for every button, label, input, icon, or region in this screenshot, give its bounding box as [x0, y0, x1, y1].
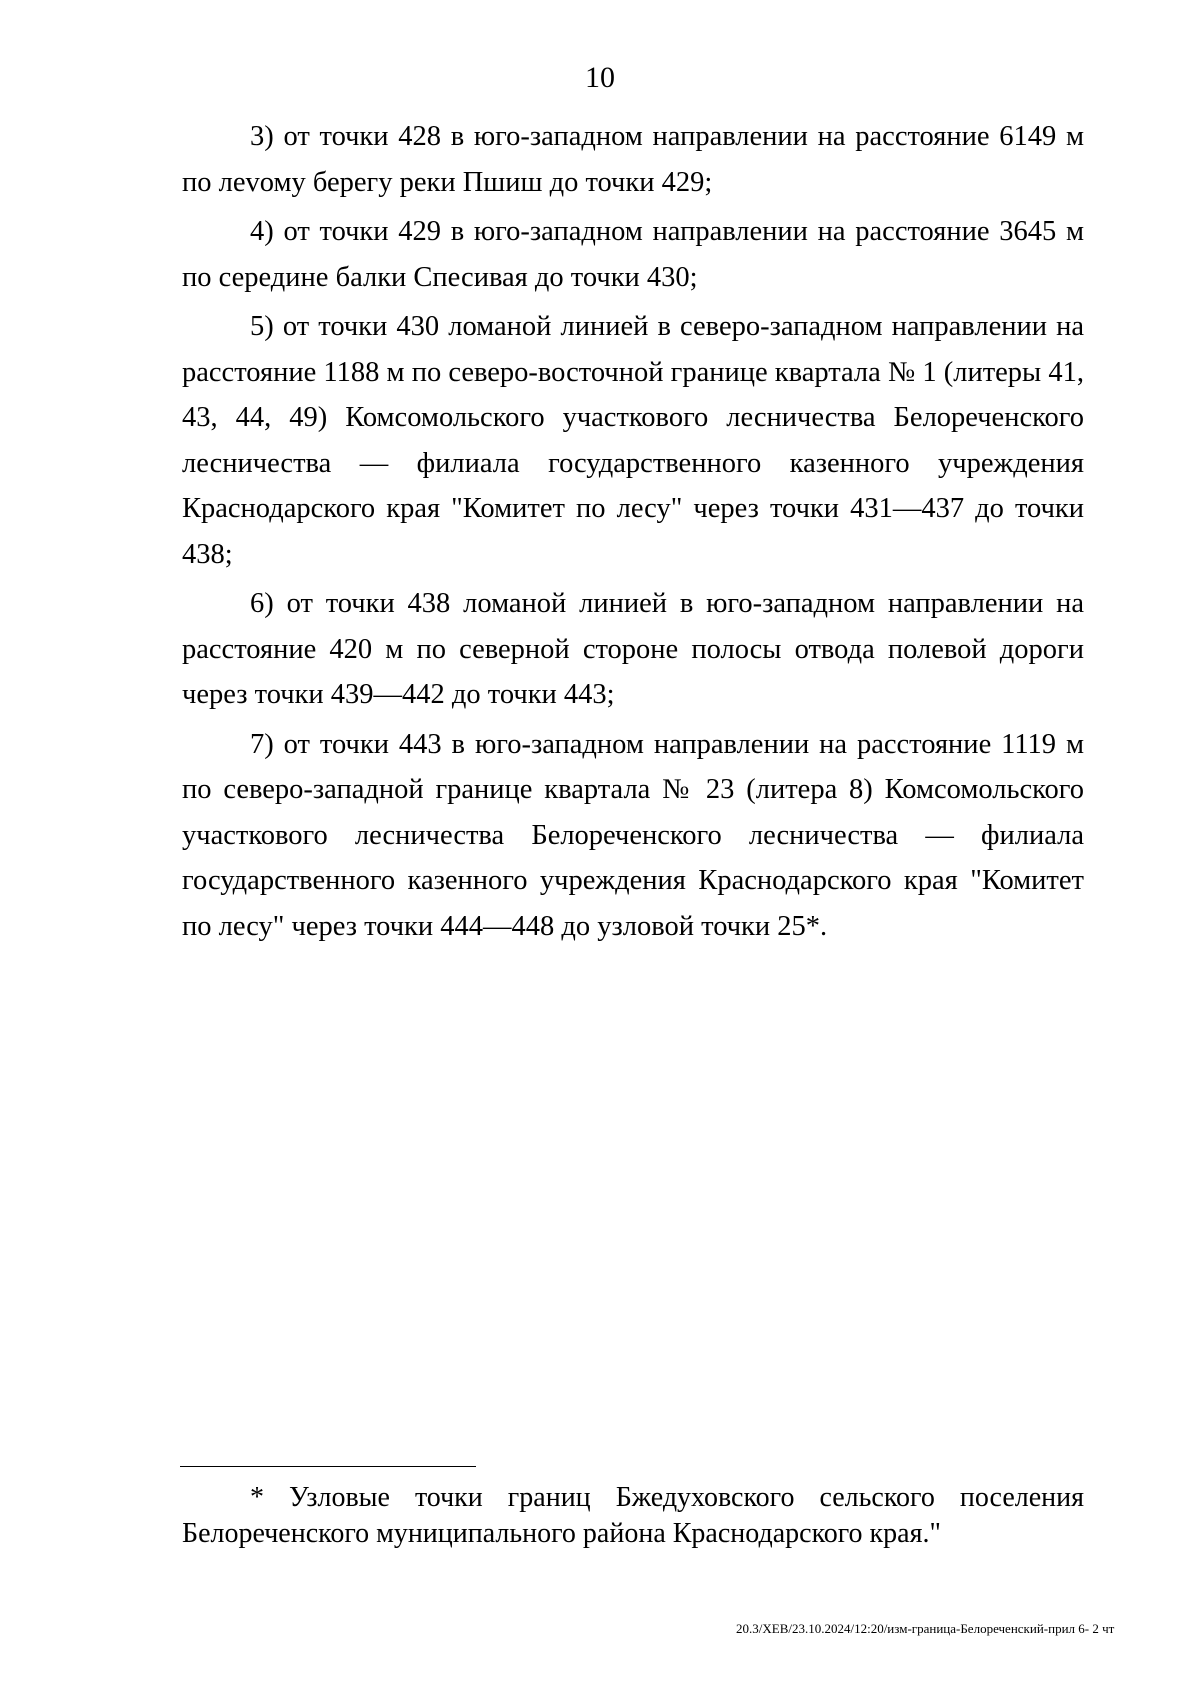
footnote-separator: [180, 1466, 476, 1467]
file-path-stamp: 20.3/ХЕВ/23.10.2024/12:20/изм-граница-Белореченский-прил 6- 2 чт: [736, 1621, 1115, 1636]
paragraph-item-4: 4) от точки 429 в юго-западном направлении на расстояние 3645 м по середине балки Спесивая до точки 430;: [182, 216, 1084, 293]
footnote-text: * Узловые точки границ Бжедуховского сельского поселения Белореченского муниципального района Краснодарского края.": [182, 1482, 1084, 1549]
paragraph-item-7: 7) от точки 443 в юго-западном направлении на расстояние 1119 м по северо-западной границе квартала № 23 (литера 8) Комсомольского участкового лесничества Белореченского лесничества — филиала государственного казенного учреждения Краснодарского края "Комитет по лесу" через точки 444—448 до узловой точки 25*.: [182, 728, 1084, 942]
paragraph-item-6: 6) от точки 438 ломаной линией в юго-западном направлении на расстояние 420 м по северной стороне полосы отвода полевой дороги через точки 439—442 до точки 443;: [182, 588, 1084, 710]
paragraph-item-3: 3) от точки 428 в юго-западном направлении на расстояние 6149 м по леvому берегу реки Пшиш до точки 429;: [182, 121, 1084, 198]
paragraph-item-5: 5) от точки 430 ломаной линией в северо-западном направлении на расстояние 1188 м по северо-восточной границе квартала № 1 (литеры 41, 43, 44, 49) Комсомольского участкового лесничества Белореченского лесничества — филиала государственного казенного учреждения Краснодарского края "Комитет по лесу" через точки 431—437 до точки 438;: [182, 311, 1084, 570]
document-body: [182, 114, 1084, 953]
page-number: 10: [585, 61, 615, 94]
